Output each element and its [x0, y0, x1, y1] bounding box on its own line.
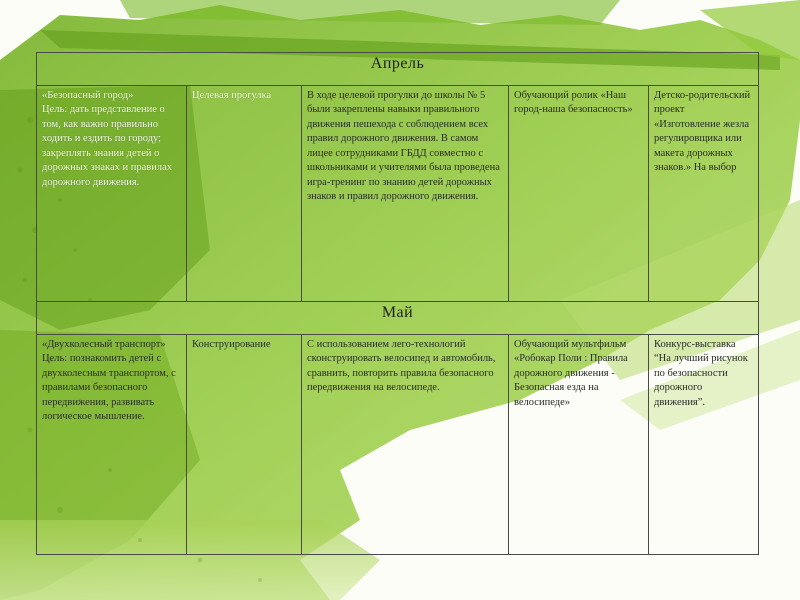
form-text: Конструирование	[192, 339, 271, 350]
table-row	[37, 86, 759, 302]
month-header: Апрель	[37, 53, 759, 86]
media-text: Обучающий мультфильм «Робокар Поли : Правила дорожного движения - Безопасная езда на велосипеде»	[514, 339, 628, 408]
project-cell	[649, 335, 759, 555]
content-text: В ходе целевой прогулки до школы № 5 были закреплены навыки правильного движения пешехода с соблюдением всех правил дорожного движения. В самом лицее сотрудниками ГБДД совместно с школьниками и учителями была проведена игра-тренинг по знанию детей дорожных знаков и правил дорожного движения.	[307, 90, 500, 203]
content-text: С использованием лего-технологий сконструировать велосипед и автомобиль, сравнить, повторить правила безопасного передвижения на велосипеде.	[307, 339, 496, 394]
project-text: Детско-родительский проект «Изготовление жезла регулировщика или макета дорожных знаков.» На выбор	[654, 90, 751, 174]
topic-text: «Безопасный город» Цель: дать представление о том, как важно правильно ходить и ездить по городу; закреплять знания детей о дорожных знаках и правилах дорожного движения.	[42, 90, 173, 188]
form-cell	[187, 86, 302, 302]
media-cell	[509, 335, 649, 555]
project-text: Конкурс-выставка “На лучший рисунок по безопасности дорожного движения”.	[654, 339, 748, 408]
month-header: Май	[37, 302, 759, 335]
plan-table	[36, 52, 759, 555]
topic-cell	[37, 86, 187, 302]
content-cell	[302, 335, 509, 555]
topic-text: «Двухколесный транспорт» Цель: познакомить детей с двухколесным транспортом, с правилами безопасного передвижения, развивать логическое мышление.	[42, 339, 176, 423]
media-cell	[509, 86, 649, 302]
content-cell	[302, 86, 509, 302]
table-row	[37, 335, 759, 555]
form-cell	[187, 335, 302, 555]
month-row-may	[37, 302, 759, 335]
form-text: Целевая прогулка	[192, 90, 272, 101]
topic-cell	[37, 335, 187, 555]
month-row-april	[37, 53, 759, 86]
media-text: Обучающий ролик «Наш город-наша безопасность»	[514, 90, 633, 116]
project-cell	[649, 86, 759, 302]
